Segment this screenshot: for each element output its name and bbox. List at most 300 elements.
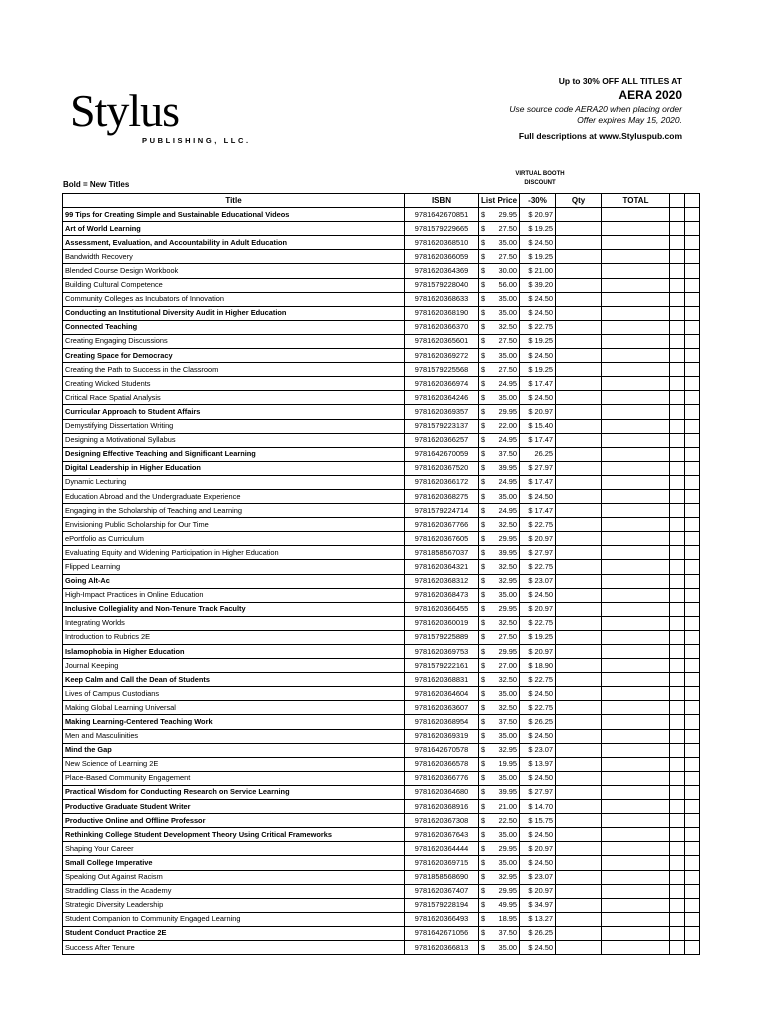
list-price-value: 32.95 <box>498 745 518 755</box>
total-cell <box>602 320 670 334</box>
blank-cell <box>685 842 700 856</box>
qty-cell[interactable] <box>556 856 602 870</box>
blank-cell <box>685 518 700 532</box>
book-title: New Science of Learning 2E <box>63 757 405 771</box>
table-row <box>63 208 700 222</box>
list-price-value: 32.50 <box>498 618 518 628</box>
blank-cell <box>685 673 700 687</box>
list-price-value: 29.95 <box>498 533 518 543</box>
list-price-value: 22.00 <box>498 421 518 431</box>
total-cell <box>602 461 670 475</box>
qty-cell[interactable] <box>556 461 602 475</box>
table-row <box>63 701 700 715</box>
total-cell <box>602 729 670 743</box>
table-header-row <box>63 194 700 208</box>
discount-price-cell: $ 17.47 <box>520 433 556 447</box>
discount-price-cell: $ 24.50 <box>520 771 556 785</box>
discount-price-cell: $ 15.40 <box>520 419 556 433</box>
blank-cell <box>670 715 685 729</box>
blank-cell <box>670 616 685 630</box>
list-price-value: 39.95 <box>498 547 518 557</box>
book-title: Creating the Path to Success in the Classroom <box>63 363 405 377</box>
table-row <box>63 405 700 419</box>
discount-price-cell: $ 20.97 <box>520 884 556 898</box>
qty-cell[interactable] <box>556 701 602 715</box>
list-price-cell: $ 18.95 <box>479 912 520 926</box>
list-price-cell: $ 27.50 <box>479 334 520 348</box>
qty-cell[interactable] <box>556 208 602 222</box>
list-price-cell: $ 35.00 <box>479 771 520 785</box>
total-cell <box>602 701 670 715</box>
discount-price-cell: $ 19.25 <box>520 250 556 264</box>
qty-cell[interactable] <box>556 278 602 292</box>
isbn-cell: 9781620369319 <box>405 729 479 743</box>
blank-cell <box>685 926 700 940</box>
list-price-value: 29.95 <box>498 406 518 416</box>
discount-price-cell: $ 20.97 <box>520 532 556 546</box>
list-price-cell: $ 22.00 <box>479 419 520 433</box>
total-cell <box>602 814 670 828</box>
table-row <box>63 320 700 334</box>
qty-cell[interactable] <box>556 912 602 926</box>
book-title: Productive Graduate Student Writer <box>63 800 405 814</box>
header-total: TOTAL <box>602 194 670 208</box>
blank-cell <box>670 687 685 701</box>
legend: Bold = New Titles <box>63 180 130 189</box>
book-title: Creating Space for Democracy <box>63 349 405 363</box>
isbn-cell: 9781620368633 <box>405 292 479 306</box>
qty-cell[interactable] <box>556 236 602 250</box>
table-row <box>63 334 700 348</box>
total-cell <box>602 334 670 348</box>
list-price-cell: $ 35.00 <box>479 306 520 320</box>
list-price-value: 35.00 <box>498 392 518 402</box>
table-row <box>63 447 700 461</box>
total-cell <box>602 250 670 264</box>
qty-cell[interactable] <box>556 842 602 856</box>
isbn-cell: 9781620369357 <box>405 405 479 419</box>
blank-cell <box>670 743 685 757</box>
book-title: Men and Masculinities <box>63 729 405 743</box>
total-cell <box>602 236 670 250</box>
logo-wordmark: Stylus <box>70 85 180 136</box>
list-price-cell: $ 35.00 <box>479 349 520 363</box>
list-price-cell: $ 32.50 <box>479 616 520 630</box>
discount-price-cell: $ 24.50 <box>520 940 556 954</box>
qty-cell[interactable] <box>556 363 602 377</box>
list-price-value: 35.00 <box>498 942 518 952</box>
qty-cell[interactable] <box>556 391 602 405</box>
list-price-value: 24.95 <box>498 435 518 445</box>
list-price-value: 35.00 <box>498 857 518 867</box>
table-row <box>63 222 700 236</box>
blank-cell <box>670 306 685 320</box>
isbn-cell: 9781620368275 <box>405 489 479 503</box>
qty-cell[interactable] <box>556 546 602 560</box>
isbn-cell: 9781642670578 <box>405 743 479 757</box>
blank-cell <box>670 292 685 306</box>
list-price-cell: $ 39.95 <box>479 461 520 475</box>
blank-cell <box>685 828 700 842</box>
total-cell <box>602 574 670 588</box>
blank-cell <box>670 884 685 898</box>
total-cell <box>602 842 670 856</box>
table-row <box>63 898 700 912</box>
qty-cell[interactable] <box>556 433 602 447</box>
book-title: Connected Teaching <box>63 320 405 334</box>
qty-cell[interactable] <box>556 419 602 433</box>
blank-cell <box>685 743 700 757</box>
table-row <box>63 588 700 602</box>
table-row <box>63 560 700 574</box>
table-row <box>63 236 700 250</box>
list-price-cell: $ 29.95 <box>479 884 520 898</box>
table-row <box>63 814 700 828</box>
list-price-cell: $ 37.50 <box>479 926 520 940</box>
qty-cell[interactable] <box>556 870 602 884</box>
qty-cell[interactable] <box>556 771 602 785</box>
isbn-cell: 9781620367520 <box>405 461 479 475</box>
promo-descriptions: Full descriptions at www.Styluspub.com <box>518 131 682 141</box>
total-cell <box>602 673 670 687</box>
blank-cell <box>670 940 685 954</box>
list-price-cell: $ 35.00 <box>479 828 520 842</box>
list-price-value: 39.95 <box>498 787 518 797</box>
discount-price-cell: $ 24.50 <box>520 349 556 363</box>
discount-price-cell: $ 21.00 <box>520 264 556 278</box>
isbn-cell: 9781579229665 <box>405 222 479 236</box>
book-title: Assessment, Evaluation, and Accountability in Adult Education <box>63 236 405 250</box>
book-title: Going Alt-Ac <box>63 574 405 588</box>
isbn-cell: 9781642671056 <box>405 926 479 940</box>
qty-cell[interactable] <box>556 334 602 348</box>
qty-cell[interactable] <box>556 320 602 334</box>
isbn-cell: 9781620366578 <box>405 757 479 771</box>
book-title: Rethinking College Student Development Theory Using Critical Frameworks <box>63 828 405 842</box>
blank-cell <box>670 532 685 546</box>
total-cell <box>602 560 670 574</box>
book-title: Mind the Gap <box>63 743 405 757</box>
book-title: Straddling Class in the Academy <box>63 884 405 898</box>
total-cell <box>602 405 670 419</box>
qty-cell[interactable] <box>556 659 602 673</box>
book-title: Art of World Learning <box>63 222 405 236</box>
blank-cell <box>670 574 685 588</box>
list-price-value: 29.95 <box>498 886 518 896</box>
total-cell <box>602 504 670 518</box>
list-price-value: 35.00 <box>498 688 518 698</box>
qty-cell[interactable] <box>556 715 602 729</box>
total-cell <box>602 363 670 377</box>
total-cell <box>602 377 670 391</box>
list-price-cell: $ 24.95 <box>479 475 520 489</box>
discount-price-cell: $ 27.97 <box>520 785 556 799</box>
qty-cell[interactable] <box>556 560 602 574</box>
isbn-cell: 9781620368473 <box>405 588 479 602</box>
total-cell <box>602 898 670 912</box>
qty-cell[interactable] <box>556 630 602 644</box>
book-title: Journal Keeping <box>63 659 405 673</box>
isbn-cell: 9781620366059 <box>405 250 479 264</box>
total-cell <box>602 912 670 926</box>
blank-cell <box>685 461 700 475</box>
header-title: Title <box>63 194 405 208</box>
list-price-value: 37.50 <box>498 928 518 938</box>
table-row <box>63 757 700 771</box>
book-title: Introduction to Rubrics 2E <box>63 630 405 644</box>
blank-cell <box>670 814 685 828</box>
qty-cell[interactable] <box>556 306 602 320</box>
qty-cell[interactable] <box>556 574 602 588</box>
qty-cell[interactable] <box>556 926 602 940</box>
total-cell <box>602 743 670 757</box>
discount-price-cell: $ 19.25 <box>520 363 556 377</box>
list-price-value: 37.50 <box>498 449 518 459</box>
table-row <box>63 306 700 320</box>
qty-cell[interactable] <box>556 489 602 503</box>
blank-cell <box>670 630 685 644</box>
book-title: Designing Effective Teaching and Significant Learning <box>63 447 405 461</box>
blank-cell <box>670 250 685 264</box>
list-price-cell: $ 35.00 <box>479 940 520 954</box>
total-cell <box>602 940 670 954</box>
list-price-value: 39.95 <box>498 463 518 473</box>
blank-cell <box>670 645 685 659</box>
table-row <box>63 926 700 940</box>
total-cell <box>602 645 670 659</box>
blank-cell <box>670 588 685 602</box>
list-price-cell: $ 37.50 <box>479 447 520 461</box>
table-row <box>63 391 700 405</box>
table-row <box>63 546 700 560</box>
qty-cell[interactable] <box>556 447 602 461</box>
blank-cell <box>670 222 685 236</box>
qty-cell[interactable] <box>556 349 602 363</box>
total-cell <box>602 349 670 363</box>
book-title: Student Companion to Community Engaged Learning <box>63 912 405 926</box>
list-price-value: 35.00 <box>498 237 518 247</box>
blank-cell <box>685 659 700 673</box>
isbn-cell: 9781620367766 <box>405 518 479 532</box>
isbn-cell: 9781620369753 <box>405 645 479 659</box>
blank-cell <box>685 236 700 250</box>
list-price-cell: $ 27.50 <box>479 222 520 236</box>
total-cell <box>602 884 670 898</box>
qty-cell[interactable] <box>556 504 602 518</box>
table-row <box>63 504 700 518</box>
table-row <box>63 828 700 842</box>
list-price-value: 24.95 <box>498 477 518 487</box>
discount-price-cell: $ 20.97 <box>520 645 556 659</box>
discount-price-cell: $ 24.50 <box>520 588 556 602</box>
logo-subtitle: PUBLISHING, LLC. <box>142 136 251 145</box>
qty-cell[interactable] <box>556 645 602 659</box>
table-row <box>63 729 700 743</box>
book-title: Small College Imperative <box>63 856 405 870</box>
book-title: Designing a Motivational Syllabus <box>63 433 405 447</box>
qty-cell[interactable] <box>556 800 602 814</box>
qty-cell[interactable] <box>556 250 602 264</box>
discount-price-cell: $ 27.97 <box>520 461 556 475</box>
qty-cell[interactable] <box>556 814 602 828</box>
qty-cell[interactable] <box>556 532 602 546</box>
list-price-cell: $ 22.50 <box>479 814 520 828</box>
qty-cell[interactable] <box>556 588 602 602</box>
isbn-cell: 9781620368831 <box>405 673 479 687</box>
total-cell <box>602 800 670 814</box>
blank-cell <box>670 363 685 377</box>
blank-cell <box>685 377 700 391</box>
blank-cell <box>670 391 685 405</box>
qty-cell[interactable] <box>556 687 602 701</box>
list-price-value: 35.00 <box>498 491 518 501</box>
blank-cell <box>670 518 685 532</box>
qty-cell[interactable] <box>556 828 602 842</box>
isbn-cell: 9781620366493 <box>405 912 479 926</box>
isbn-cell: 9781620366776 <box>405 771 479 785</box>
blank-cell <box>685 898 700 912</box>
qty-cell[interactable] <box>556 405 602 419</box>
blank-cell <box>685 800 700 814</box>
discount-price-cell: $ 24.50 <box>520 687 556 701</box>
book-title: Student Conduct Practice 2E <box>63 926 405 940</box>
table-row <box>63 433 700 447</box>
list-price-value: 29.95 <box>498 209 518 219</box>
table-row <box>63 715 700 729</box>
qty-cell[interactable] <box>556 616 602 630</box>
qty-cell[interactable] <box>556 292 602 306</box>
isbn-cell: 9781620364369 <box>405 264 479 278</box>
blank-cell <box>670 659 685 673</box>
discount-price-cell: $ 17.47 <box>520 377 556 391</box>
qty-cell[interactable] <box>556 475 602 489</box>
blank-cell <box>685 856 700 870</box>
table-row <box>63 518 700 532</box>
total-cell <box>602 659 670 673</box>
isbn-cell: 9781620364321 <box>405 560 479 574</box>
isbn-cell: 9781620368954 <box>405 715 479 729</box>
discount-price-cell: $ 24.50 <box>520 489 556 503</box>
table-row <box>63 377 700 391</box>
blank-cell <box>670 349 685 363</box>
total-cell <box>602 785 670 799</box>
book-title: Evaluating Equity and Widening Participation in Higher Education <box>63 546 405 560</box>
qty-cell[interactable] <box>556 518 602 532</box>
qty-cell[interactable] <box>556 602 602 616</box>
blank-cell <box>685 292 700 306</box>
isbn-cell: 9781620364444 <box>405 842 479 856</box>
blank-cell <box>670 278 685 292</box>
total-cell <box>602 856 670 870</box>
total-cell <box>602 870 670 884</box>
table-row <box>63 532 700 546</box>
discount-price-cell: $ 13.97 <box>520 757 556 771</box>
qty-cell[interactable] <box>556 940 602 954</box>
isbn-cell: 9781620365601 <box>405 334 479 348</box>
total-cell <box>602 518 670 532</box>
blank-cell <box>685 264 700 278</box>
book-title: Islamophobia in Higher Education <box>63 645 405 659</box>
blank-cell <box>685 687 700 701</box>
isbn-cell: 9781579228040 <box>405 278 479 292</box>
qty-cell[interactable] <box>556 757 602 771</box>
qty-cell[interactable] <box>556 729 602 743</box>
table-row <box>63 785 700 799</box>
blank-cell <box>685 278 700 292</box>
blank-cell <box>670 828 685 842</box>
isbn-cell: 9781620366172 <box>405 475 479 489</box>
isbn-cell: 9781620364680 <box>405 785 479 799</box>
table-row <box>63 673 700 687</box>
blank-cell <box>685 870 700 884</box>
discount-price-cell: $ 20.97 <box>520 405 556 419</box>
list-price-value: 35.00 <box>498 590 518 600</box>
promo-line: Up to 30% OFF ALL TITLES AT <box>558 76 682 86</box>
book-title: Curricular Approach to Student Affairs <box>63 405 405 419</box>
stylus-logo <box>70 85 251 148</box>
isbn-cell: 9781620360019 <box>405 616 479 630</box>
table-row <box>63 616 700 630</box>
discount-price-cell: $ 22.75 <box>520 560 556 574</box>
blank-cell <box>670 405 685 419</box>
list-price-cell: $ 29.95 <box>479 842 520 856</box>
qty-cell[interactable] <box>556 898 602 912</box>
discount-price-cell: $ 17.47 <box>520 475 556 489</box>
total-cell <box>602 532 670 546</box>
discount-price-cell: $ 22.75 <box>520 518 556 532</box>
list-price-cell: $ 32.95 <box>479 870 520 884</box>
qty-cell[interactable] <box>556 222 602 236</box>
total-cell <box>602 687 670 701</box>
table-row <box>63 659 700 673</box>
qty-cell[interactable] <box>556 785 602 799</box>
blank-cell <box>670 447 685 461</box>
blank-cell <box>685 391 700 405</box>
qty-cell[interactable] <box>556 743 602 757</box>
total-cell <box>602 278 670 292</box>
qty-cell[interactable] <box>556 377 602 391</box>
total-cell <box>602 771 670 785</box>
table-row <box>63 489 700 503</box>
qty-cell[interactable] <box>556 673 602 687</box>
book-title: Flipped Learning <box>63 560 405 574</box>
table-row <box>63 630 700 644</box>
table-row <box>63 856 700 870</box>
blank-cell <box>685 701 700 715</box>
blank-cell <box>670 757 685 771</box>
table-row <box>63 645 700 659</box>
list-price-value: 35.00 <box>498 294 518 304</box>
table-row <box>63 912 700 926</box>
blank-cell <box>670 870 685 884</box>
book-title: Success After Tenure <box>63 940 405 954</box>
blank-cell <box>670 419 685 433</box>
total-cell <box>602 475 670 489</box>
list-price-value: 35.00 <box>498 731 518 741</box>
isbn-cell: 9781579224714 <box>405 504 479 518</box>
blank-cell <box>670 856 685 870</box>
qty-cell[interactable] <box>556 884 602 898</box>
discount-price-cell: $ 20.97 <box>520 208 556 222</box>
blank-cell <box>685 630 700 644</box>
list-price-cell: $ 39.95 <box>479 546 520 560</box>
isbn-cell: 9781620368916 <box>405 800 479 814</box>
blank-cell <box>685 757 700 771</box>
list-price-cell: $ 29.95 <box>479 405 520 419</box>
list-price-cell: $ 32.50 <box>479 701 520 715</box>
qty-cell[interactable] <box>556 264 602 278</box>
blank-cell <box>670 771 685 785</box>
